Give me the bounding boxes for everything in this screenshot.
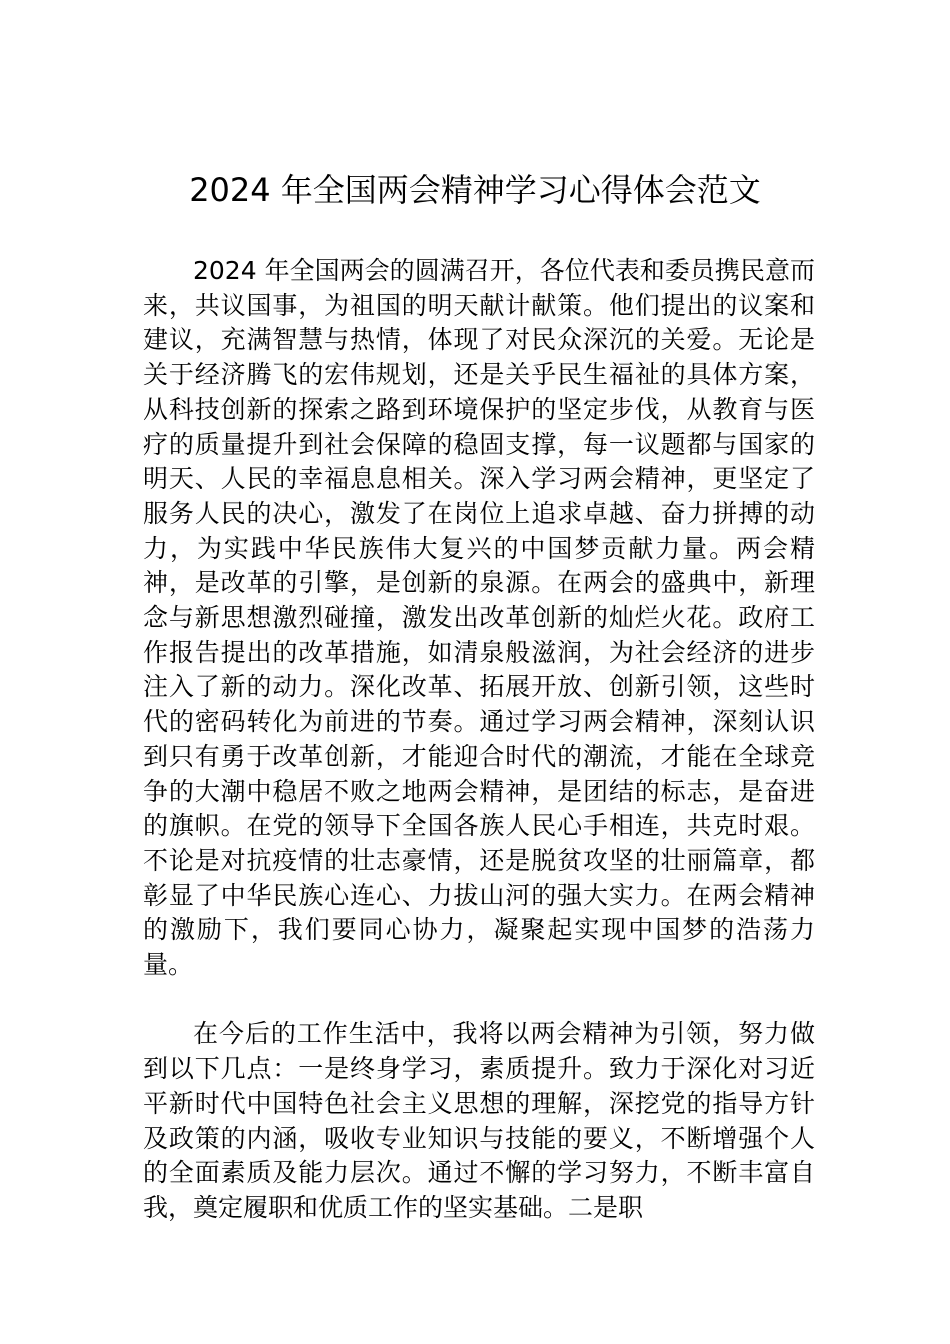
paragraph-2: 在今后的工作生活中，我将以两会精神为引领，努力做到以下几点：一是终身学习，素质提升。致力于深化对习近平新时代中国特色社会主义思想的理解，深挖党的指导方针及政策的内涵，吸收专业知识与技能的要义，不断增强个人的全面素质及能力层次。通过不懈的学习努力，不断丰富自我，奠定履职和优质工作的坚实基础。二是职 <box>143 1019 815 1222</box>
document-body <box>143 254 815 1226</box>
document-title: 2024 年全国两会精神学习心得体会范文 <box>189 171 761 209</box>
paragraph-1: 2024 年全国两会的圆满召开，各位代表和委员携民意而来，共议国事，为祖国的明天献计献策。他们提出的议案和建议，充满智慧与热情，体现了对民众深沉的关爱。无论是关于经济腾飞的宏伟规划，还是关乎民生福祉的具体方案，从科技创新的探索之路到环境保护的坚定步伐，从教育与医疗的质量提升到社会保障的稳固支撑，每一议题都与国家的明天、人民的幸福息息相关。深入学习两会精神，更坚定了服务人民的决心，激发了在岗位上追求卓越、奋力拼搏的动力，为实践中华民族伟大复兴的中国梦贡献力量。两会精神，是改革的引擎，是创新的泉源。在两会的盛典中，新理念与新思想激烈碰撞，激发出改革创新的灿烂火花。政府工作报告提出的改革措施，如清泉般滋润，为社会经济的进步注入了新的动力。深化改革、拓展开放、创新引领，这些时代的密码转化为前进的节奏。通过学习两会精神，深刻认识到只有勇于改革创新，才能迎合时代的潮流，才能在全球竞争的大潮中稳居不败之地两会精神，是团结的标志，是奋进的旗帜。在党的领导下全国各族人民心手相连，共克时艰。不论是对抗疫情的壮志豪情，还是脱贫攻坚的壮丽篇章，都彰显了中华民族心连心、力拔山河的强大实力。在两会精神的激励下，我们要同心协力，凝聚起实现中国梦的浩荡力量。 <box>143 256 815 980</box>
